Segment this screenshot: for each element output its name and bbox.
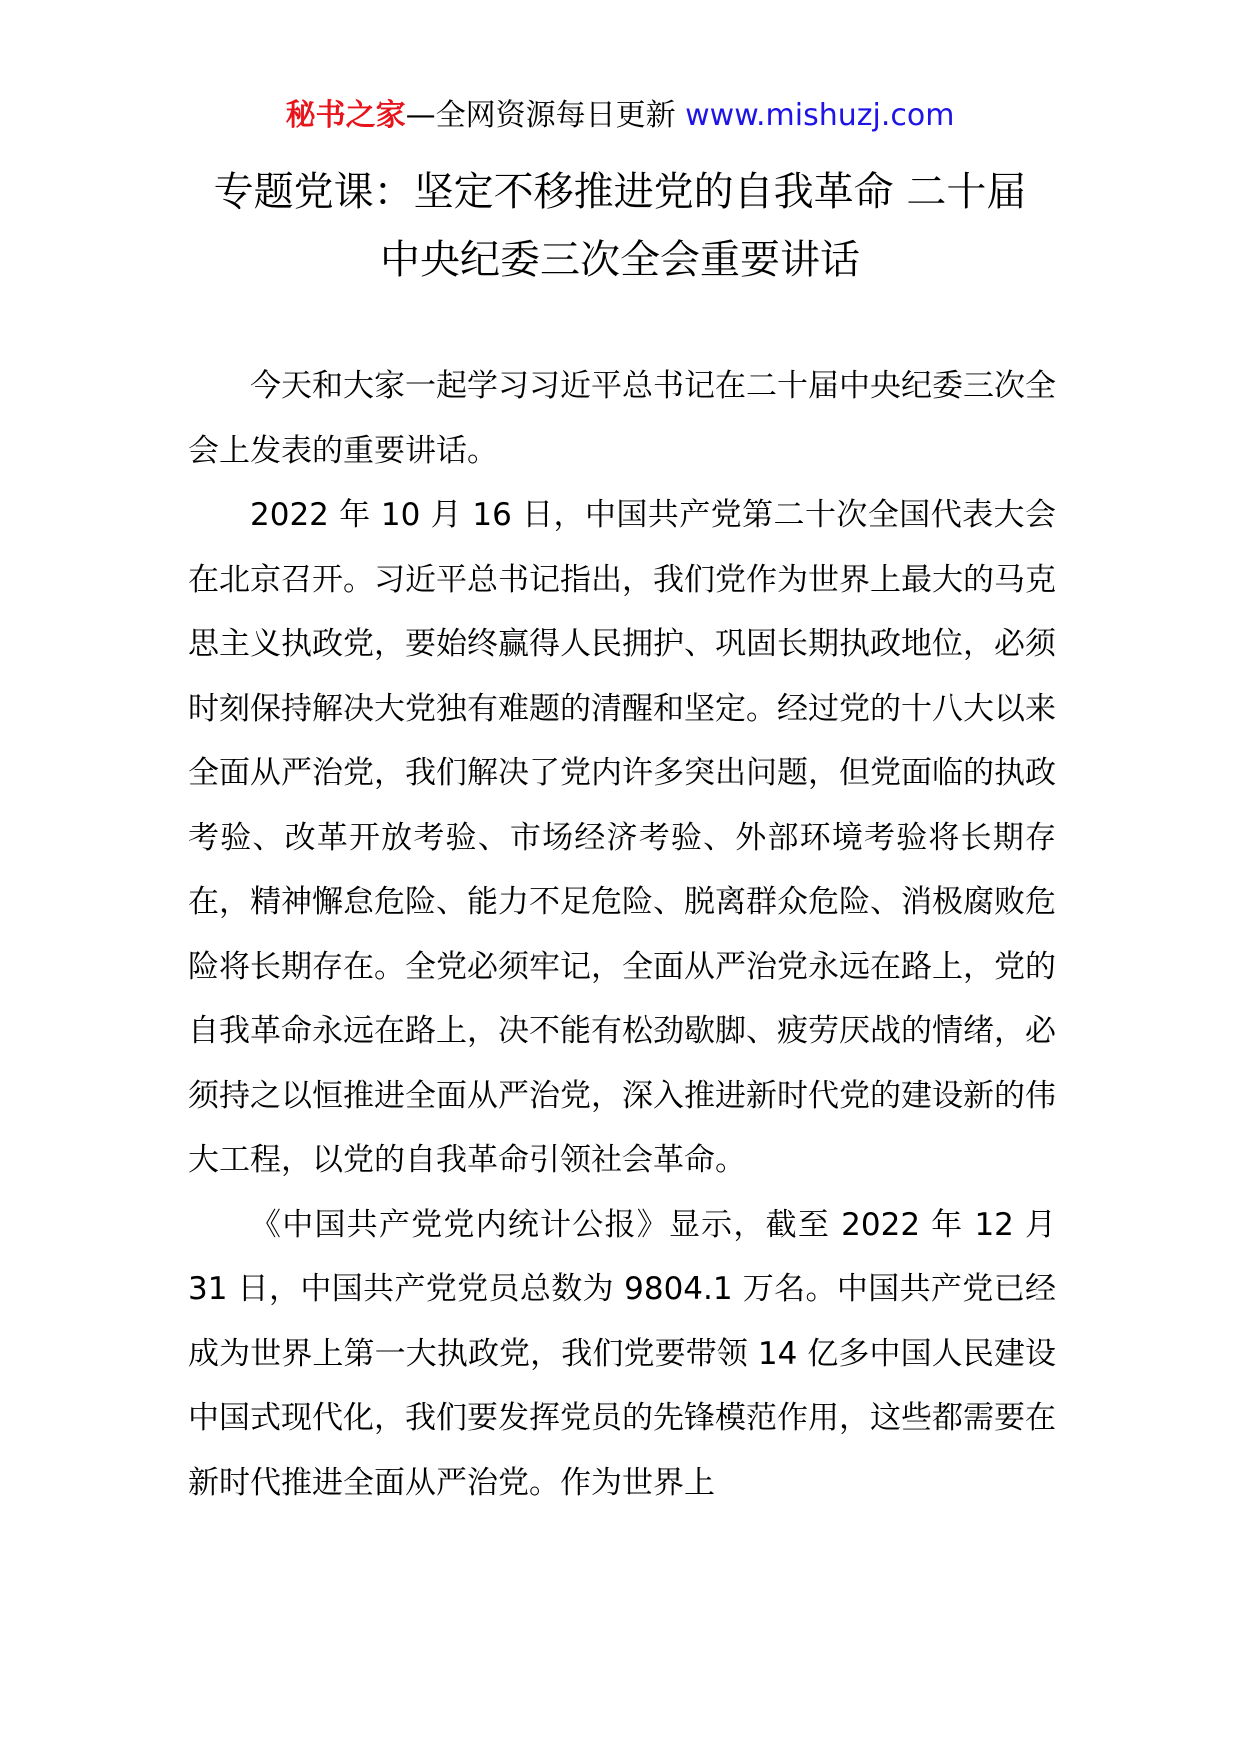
- site-url-link[interactable]: www.mishuzj.com: [685, 98, 955, 133]
- paragraph-intro: 今天和大家一起学习习近平总书记在二十届中央纪委三次全会上发表的重要讲话。: [188, 368, 1056, 469]
- brand-name: 秘书之家: [285, 98, 406, 133]
- site-header: [0, 96, 1240, 136]
- paragraph-statistics: 《中国共产党党内统计公报》显示，截至 2022 年 12 月 31 日，中国共产党党员总数为 9804.1 万名。中国共产党已经成为世界上第一大执政党，我们党要带领 14 亿多中国人民建设中国式现代化，我们要发挥党员的先锋模范作用，这些都需要在新时代推进全面从严治党。作为世界上: [188, 1206, 1056, 1501]
- title-line-2: 中央纪委三次全会重要讲话: [380, 237, 860, 283]
- title-line-1: 专题党课：坚定不移推进党的自我革命 二十届: [213, 169, 1027, 215]
- header-tagline: —全网资源每日更新: [405, 98, 676, 133]
- paragraph-congress: 2022 年 10 月 16 日，中国共产党第二十次全国代表大会在北京召开。习近平总书记指出，我们党作为世界上最大的马克思主义执政党，要始终赢得人民拥护、巩固长期执政地位，必须时刻保持解决大党独有难题的清醒和坚定。经过党的十八大以来全面从严治党，我们解决了党内许多突出问题，但党面临的执政考验、改革开放考验、市场经济考验、外部环境考验将长期存在，精神懈怠危险、能力不足危险、脱离群众危险、消极腐败危险将长期存在。全党必须牢记，全面从严治党永远在路上，党的自我革命永远在路上，决不能有松劲歇脚、疲劳厌战的情绪，必须持之以恒推进全面从严治党，深入推进新时代党的建设新的伟大工程，以党的自我革命引领社会革命。: [188, 497, 1056, 1178]
- document-title: [150, 158, 1090, 294]
- document-body: [188, 354, 1056, 1515]
